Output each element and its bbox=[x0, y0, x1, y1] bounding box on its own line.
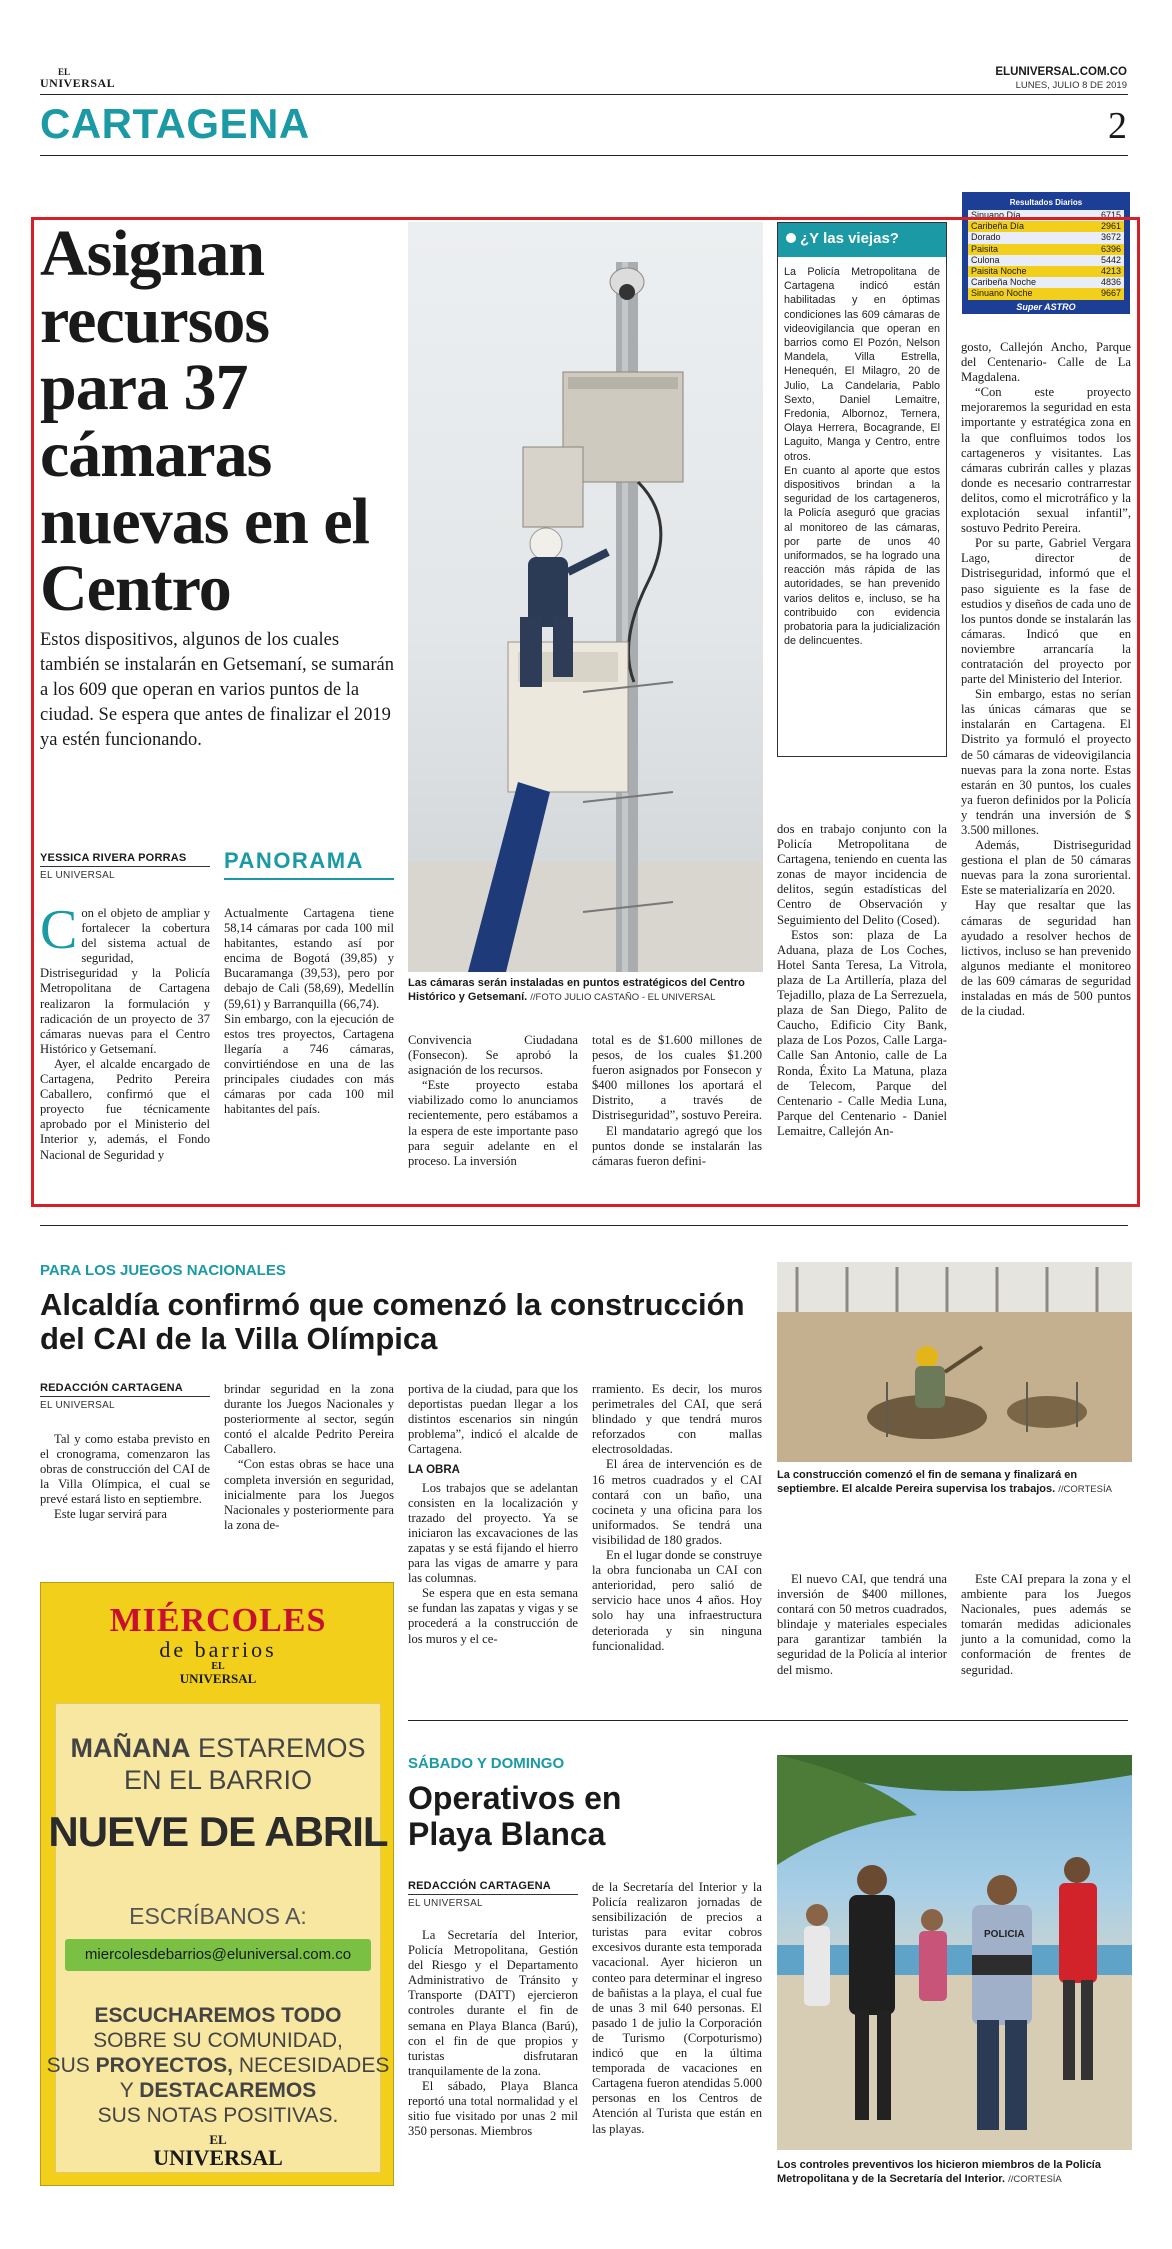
cai-column-3 bbox=[408, 1382, 578, 1647]
lottery-name: Paisita bbox=[971, 243, 999, 254]
lead-column-6 bbox=[961, 340, 1131, 1019]
playa-photo-caption bbox=[777, 2158, 1132, 2187]
cai-photo bbox=[777, 1262, 1132, 1462]
divider-lead bbox=[40, 1225, 1128, 1226]
playa-photo bbox=[777, 1755, 1132, 2150]
divider-cai bbox=[408, 1720, 1128, 1721]
cai-c2-p1: brindar seguridad en la zona durante los Juegos Nacionales y posteriormente al sector, según contó el alcalde Pedrito Pereira Caballero. bbox=[224, 1382, 394, 1457]
lead-col6-p5: Además, Distriseguridad gestiona el plan de 50 cámaras nuevas para la zona suroriental. Este se materializaría en 2020. bbox=[961, 838, 1131, 898]
lead-col4-p1: total es de $1.600 millones de pesos, de los cuales $1.200 fueron asignados por Fonsecon y $400 millones los aportará el Distrito, a través de Distriseguridad”, sostuvo Pereira. bbox=[592, 1033, 762, 1123]
cai-c1-p2: Este lugar servirá para bbox=[54, 1507, 167, 1522]
ad-body bbox=[41, 2003, 395, 2128]
lottery-name: Caribeña Noche bbox=[971, 277, 1037, 288]
lottery-name: Caribeña Día bbox=[971, 221, 1025, 232]
playa-caption-text: Los controles preventivos los hicieron miembros de la Policía Metropolitana y de la Secretaría del Interior. bbox=[777, 2159, 1101, 2185]
playa-c1-p1: La Secretaría del Interior, Policía Metropolitana, Gestión del Riesgo y el Departamento Administrativo de Tránsito y Transporte (DATT) ejercieron controles durante el fin de semana en Playa Blanca (Barú), con el fin de que propios y turistas disfrutaran tranquilamente de la zona. bbox=[408, 1928, 578, 2078]
cai-byline-outlet: EL UNIVERSAL bbox=[40, 1400, 115, 1411]
masthead-logo-bottom: UNIVERSAL bbox=[40, 76, 116, 90]
sidebar-p2: En cuanto al aporte que estos dispositivos brindan a la seguridad de los cartageneros, la Policía aseguró que gracias al monitoreo de las cámaras, por parte de unos 40 uniformados, se ha logrado una reacción más rápida de las autoridades, se han prevenido varios delitos e, incluso, se ha contribuido con evidencia probatoria para la judicialización de delincuentes. bbox=[784, 464, 940, 648]
lottery-value: 6396 bbox=[1100, 243, 1121, 254]
lead-byline-name: YESSICA RIVERA PORRAS bbox=[40, 852, 187, 864]
camera-installation-illustration bbox=[408, 222, 763, 972]
ad-brand-el: EL bbox=[211, 1661, 225, 1672]
ad-footer-el: EL bbox=[209, 2132, 227, 2147]
masthead-rule bbox=[40, 94, 1128, 95]
lottery-name: Dorado bbox=[971, 232, 1001, 243]
panorama-title: PANORAMA bbox=[224, 848, 364, 873]
lottery-name: Sinuano Noche bbox=[971, 288, 1033, 299]
panorama-p2: Sin embargo, con la ejecución de estos tres proyectos, Cartagena llegaría a 746 cámaras, convirtiéndose en una de las principales ciudades con más cámaras por cada 100 mil habitantes del país. bbox=[224, 1011, 394, 1117]
ad-body-line3 bbox=[41, 2053, 395, 2078]
panorama-rule bbox=[224, 878, 394, 880]
lead-col6-p6: Hay que resaltar que las cámaras de seguridad han ayudado a resolver hechos de lictivos, incluso se han prevenido algunos mediante el monitoreo de las 609 cámaras de seguridad instaladas en más de 500 puntos de la ciudad. bbox=[961, 898, 1131, 1019]
playa-caption-credit: //CORTESÍA bbox=[1008, 2174, 1062, 2185]
ad-brand-universal: UNIVERSAL bbox=[179, 1671, 257, 1686]
lead-photo-caption bbox=[408, 976, 763, 1005]
cai-byline bbox=[40, 1382, 210, 1411]
ad-miercoles-de-barrios[interactable] bbox=[40, 1582, 394, 2186]
lottery-value: 5442 bbox=[1100, 254, 1121, 265]
ad-write: ESCRÍBANOS A: bbox=[129, 1903, 307, 1929]
lottery-value: 3672 bbox=[1100, 232, 1121, 243]
playa-c1-p2: El sábado, Playa Blanca reportó una total normalidad y el sitio fue visitado por unas 2 mil 350 personas. Miembros bbox=[408, 2078, 578, 2139]
lead-col6-p1: gosto, Callejón Ancho, Parque del Centenario- Calle de La Magdalena. bbox=[961, 340, 1131, 385]
ad-brand-mid: de barrios bbox=[159, 1637, 277, 1662]
masthead-site[interactable]: ELUNIVERSAL.COM.CO bbox=[995, 66, 1127, 78]
masthead-date: LUNES, JULIO 8 DE 2019 bbox=[1015, 80, 1127, 91]
playa-byline-outlet: EL UNIVERSAL bbox=[408, 1898, 483, 1909]
ad-body-line1: ESCUCHAREMOS TODO bbox=[94, 2004, 342, 2027]
ad-line1-rest: ESTAREMOS bbox=[197, 1733, 366, 1763]
lead-col3-p1: Convivencia Ciudadana (Fonsecon). Se aprobó la asignación de los recursos. bbox=[408, 1033, 578, 1078]
cai-photo-caption bbox=[777, 1468, 1132, 1497]
ad-footer-logo bbox=[41, 2131, 395, 2170]
cai-column-6 bbox=[961, 1572, 1131, 1678]
lead-col3-p2: “Este proyecto estaba viabilizado como lo anunciamos recientemente, pero estábamos a la espera de este importante paso para seguir adelante en el proceso. La inversión bbox=[408, 1078, 578, 1168]
lead-dropcap: C bbox=[40, 899, 78, 961]
lottery-value: 6715 bbox=[1100, 210, 1121, 220]
panorama-column bbox=[224, 906, 394, 1117]
ad-brand-block bbox=[41, 1603, 395, 1686]
ad-body-line3b: PROYECTOS, bbox=[95, 2054, 233, 2077]
ad-body-line4a: Y bbox=[119, 2079, 134, 2102]
cai-c4-p1: rramiento. Es decir, los muros perimetrales del CAI, que será blindado y que tendrá muros reforzados con mallas electrosoldadas. bbox=[592, 1382, 762, 1457]
lottery-value: 4213 bbox=[1100, 266, 1121, 277]
lead-col1-p1: on el objeto de ampliar y fortalecer la cobertura del sistema actual de seguridad, Distriseguridad y la Policía Metropolitana de Cartagena realizaron la formulación y radicación de un proyecto de 37 cámaras nuevas para el Centro Histórico y Getsemaní. bbox=[40, 906, 210, 1056]
ad-line2: EN EL BARRIO bbox=[123, 1765, 313, 1795]
lead-column-1 bbox=[40, 899, 210, 1163]
lead-column-4 bbox=[592, 1033, 762, 1169]
cai-caption-text: La construcción comenzó el fin de semana y finalizará en septiembre. El alcalde Pereira supervisa los trabajos. bbox=[777, 1469, 1078, 1495]
lead-deck: Estos dispositivos, algunos de los cuales también se instalarán en Getsemaní, se sumarán a los 609 que operan en varios puntos de la ciudad. Se espera que antes de finalizar el 2019 ya estén funcionando. bbox=[40, 630, 394, 750]
cai-c2-p2: “Con estas obras se hace una completa inversión en seguridad, inicialmente para los Juegos Nacionales y posteriormente para la zona de- bbox=[224, 1457, 394, 1532]
sidebar-body bbox=[778, 257, 946, 656]
playa-column-1 bbox=[408, 1928, 578, 2139]
lottery-title: Resultados Diarios bbox=[1009, 198, 1083, 207]
beach-police-illustration bbox=[777, 1755, 1132, 2150]
cai-c4-p3: En el lugar donde se construye la obra funcionaba un CAI con anterioridad, pero salió de servicio hace unos 4 años. Hoy solo hay una infraestructura deteriorada y sin ninguna funcionalidad. bbox=[592, 1548, 762, 1653]
ad-line3: NUEVE DE ABRIL bbox=[48, 1808, 388, 1855]
lead-col5-p2: Estos son: plaza de La Aduana, plaza de Los Coches, Hotel Santa Teresa, La Vitrola, plaza de La Artillería, plaza del Tejadillo, plaza de La Serrezuela, plaza de San Diego, Palito de Caucho, Edificio City Bank, plaza de Los Pozos, Calle Larga-Calle San Antonio, calle de La Ronda, Éxito La Matuna, plaza de Telecom, Parque del Centenario - Calle Media Luna, Parque del Centenario - Daniel Lemaitre, Callejón An- bbox=[777, 927, 947, 1138]
cai-headline: Alcaldía confirmó que comenzó la construcción del CAI de la Villa Olímpica bbox=[40, 1287, 745, 1356]
cai-subhead: LA OBRA bbox=[408, 1464, 460, 1477]
cai-c3-p2: Los trabajos que se adelantan consisten en la localización y trazado del proyecto. Ya se iniciaron las excavaciones de las zapatas y se está fijando el hierro para las vigas de amarre y para las columnas. bbox=[408, 1480, 578, 1586]
ad-line1-bold: MAÑANA bbox=[70, 1733, 191, 1763]
lead-headline: Asignan recursos para 37 cámaras nuevas en el Centro bbox=[40, 217, 370, 625]
panorama-p1: Actualmente Cartagena tiene 58,14 cámaras por cada 100 mil habitantes, estando así por encima de Bogotá (39,85) y Bucaramanga (39,53), pero por debajo de Cali (58,69), Medellín (59,61) y Barranquilla (66,74). bbox=[224, 906, 394, 1011]
lead-caption-credit: //FOTO JULIO CASTAÑO - EL UNIVERSAL bbox=[530, 992, 716, 1003]
lead-byline-outlet: EL UNIVERSAL bbox=[40, 870, 115, 881]
playa-kicker: SÁBADO Y DOMINGO bbox=[408, 1755, 565, 1772]
sidebar-box bbox=[777, 222, 947, 757]
lottery-name: Culona bbox=[971, 254, 1000, 265]
ad-body-line4b: DESTACAREMOS bbox=[139, 2079, 317, 2102]
ad-body-line4 bbox=[41, 2078, 395, 2103]
lottery-brand: Super ASTRO bbox=[1016, 301, 1076, 312]
lead-column-5 bbox=[777, 822, 947, 1139]
masthead-logo bbox=[40, 67, 115, 89]
ad-body-line2: SOBRE SU COMUNIDAD, bbox=[93, 2029, 343, 2052]
section-title: CARTAGENA bbox=[40, 100, 310, 147]
bullet-icon bbox=[786, 233, 796, 243]
page-number: 2 bbox=[1108, 105, 1127, 147]
cai-c5-p1: El nuevo CAI, que tendrá una inversión de $400 millones, contará con 50 metros cuadrados, blindaje y materiales especiales para garantizar también la seguridad de la Policía al interior del mismo. bbox=[777, 1572, 947, 1677]
lottery-name: Paisita Noche bbox=[971, 266, 1027, 277]
lead-col6-p4: Sin embargo, estas no serían las únicas cámaras que se instalarán en Cartagena. El Distrito ya formuló el proyecto de 50 cámaras de videovigilancia nuevas para la zona norte. Estas estarán en 30 puntos, los cuales ya fueron definidos por la Policía y tendrán una inversión de $ 3.500 millones. bbox=[961, 687, 1131, 837]
lead-col5-p1: dos en trabajo conjunto con la Policía Metropolitana de Cartagena, teniendo en cuenta las zonas de mayor incidencia de delitos, según estadísticas del Centro de Observación y Seguimiento del Delito (Cosed). bbox=[777, 822, 947, 927]
lead-column-3 bbox=[408, 1033, 578, 1169]
police-vest-label: POLICIA bbox=[984, 1929, 1025, 1940]
playa-c2-p1: de la Secretaría del Interior y la Policía realizaron jornadas de sensibilización de precios a turistas para evitar cobros excesivos durante esta temporada vacacional. Ayer hicieron un conteo para determinar el ingreso de bañistas a la playa, el cual fue de unas 3 mil 640 personas. El pasado 1 de julio la Corporación de Turismo (Corpoturismo) indicó que en la última temporada de vacaciones en Cartagena fueron atendidas 5.000 personas en los Centros de Atención al Turista que están en las playas. bbox=[592, 1880, 762, 2136]
cai-c1-p1: Tal y como estaba previsto en el cronograma, comenzaron las obras de construcción del CAI de la Villa Olímpica, el cual se prevé estará listo en septiembre. bbox=[40, 1432, 210, 1507]
lead-col4-p2: El mandatario agregó que los puntos donde se instalarán las cámaras fueron defini- bbox=[592, 1123, 762, 1168]
ad-line1 bbox=[41, 1733, 395, 1764]
playa-byline-name: REDACCIÓN CARTAGENA bbox=[408, 1880, 551, 1892]
cai-caption-credit: //CORTESÍA bbox=[1058, 1484, 1112, 1495]
construction-illustration bbox=[777, 1262, 1132, 1462]
sidebar-header bbox=[778, 223, 946, 257]
cai-column-4 bbox=[592, 1382, 762, 1654]
cai-column-5 bbox=[777, 1572, 947, 1678]
playa-column-2 bbox=[592, 1880, 762, 2137]
lead-col6-p3: Por su parte, Gabriel Vergara Lago, director de Distriseguridad, informó que el paso siguiente es la fase de estudios y diseños de cada uno de los puntos donde se instalarán las cámaras. Indicó que en noviembre arrancaría la contratación del proyecto por parte del Ministerio del Interior. bbox=[961, 536, 1131, 687]
ad-footer-universal: UNIVERSAL bbox=[153, 2145, 283, 2170]
lottery-value: 2961 bbox=[1100, 221, 1121, 232]
cai-byline-name: REDACCIÓN CARTAGENA bbox=[40, 1382, 183, 1394]
lead-col1-p2: Ayer, el alcalde encargado de Cartagena, Pedrito Pereira Caballero, confirmó que el proyecto fue técnicamente aprobado por el Ministerio del Interior y, además, el Fondo Nacional de Seguridad y bbox=[40, 1056, 210, 1162]
section-rule bbox=[40, 155, 1128, 156]
lottery-value: 4836 bbox=[1100, 277, 1121, 288]
lead-caption-text: Las cámaras serán instaladas en puntos estratégicos del Centro Histórico y Getsemaní. bbox=[408, 977, 745, 1003]
cai-column-1 bbox=[40, 1432, 210, 1523]
cai-kicker: PARA LOS JUEGOS NACIONALES bbox=[40, 1262, 286, 1279]
ad-body-line3c: NECESIDADES bbox=[238, 2054, 390, 2077]
ad-body-line5: SUS NOTAS POSITIVAS. bbox=[97, 2104, 339, 2127]
ad-body-line3a: SUS bbox=[46, 2054, 90, 2077]
lead-photo bbox=[408, 222, 763, 972]
sidebar-p1: La Policía Metropolitana de Cartagena indicó están habilitadas y en óptimas condiciones las 609 cámaras de videovigilancia que operan en barrios como El Pozón, Nelson Mandela, Villa Estrella, Henequén, El Milagro, 20 de Julio, La Candelaria, Pablo Sexto, Daniel Lemaitre, Fredonia, Albornoz, Ternera, Olaya Herrera, Bocagrande, El Laguito, Manga y Centro, entre otros. bbox=[784, 266, 940, 463]
ad-email[interactable]: miercolesdebarrios@eluniversal.com.co bbox=[65, 1939, 371, 1971]
ad-brand-top: MIÉRCOLES bbox=[109, 1602, 327, 1639]
cai-c4-p2: El área de intervención es de 16 metros cuadrados y el CAI contará con un baño, una cocineta y una oficina para los uniformados. Se tendrá una visibilidad de 180 grados. bbox=[592, 1457, 762, 1547]
cai-column-2 bbox=[224, 1382, 394, 1533]
playa-byline bbox=[408, 1880, 578, 1909]
lottery-value: 9667 bbox=[1100, 288, 1121, 299]
masthead-logo-top: EL bbox=[58, 67, 71, 77]
cai-c3-p1: portiva de la ciudad, para que los deportistas puedan llegar a los distintos escenarios sin ningún problema”, indicó el alcalde de Cartagena. bbox=[408, 1382, 578, 1457]
lead-col6-p2: “Con este proyecto mejoraremos la seguridad en esta importante y estratégica zona en la que confluimos todos los cartageneros y visitantes. Las cámaras cubrirán calles y plazas donde es necesario contrarrestar delitos, como el microtráfico y la explotación sexual infantil”, sostuvo Pedrito Pereira. bbox=[961, 385, 1131, 536]
cai-c6-p1: Este CAI prepara la zona y el ambiente para los Juegos Nacionales, pues además se tomarán medidas adicionales junto a la comunidad, como la conformación de frentes de seguridad. bbox=[961, 1572, 1131, 1677]
lottery-name: Sinuano Día bbox=[971, 210, 1021, 220]
cai-c3-p3: Se espera que en esta semana se fundan las zapatas y vigas y se procederá a la construcción de los muros y el ce- bbox=[408, 1586, 578, 1646]
sidebar-title: ¿Y las viejas? bbox=[800, 230, 899, 247]
lead-byline bbox=[40, 852, 210, 881]
playa-headline: Operativos en Playa Blanca bbox=[408, 1780, 622, 1852]
